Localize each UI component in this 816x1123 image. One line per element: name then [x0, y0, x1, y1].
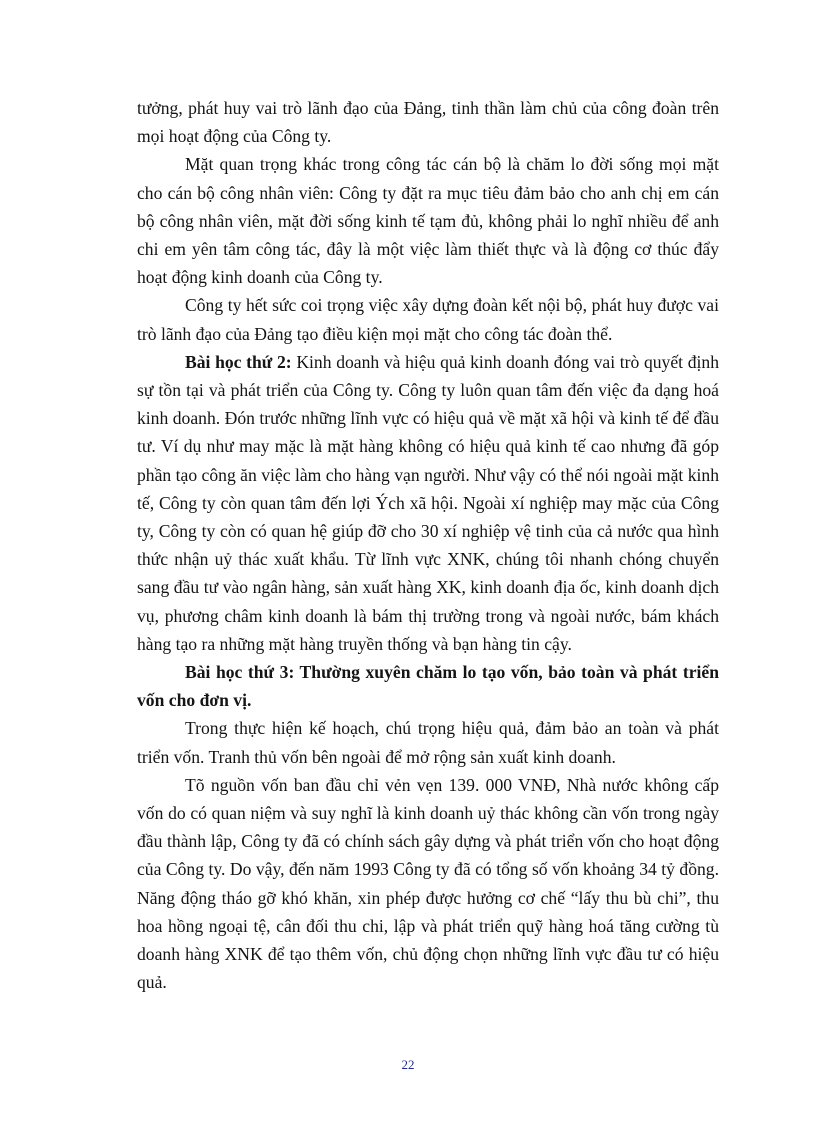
paragraph-internal-unity: Công ty hết sức coi trọng việc xây dựng đoàn kết nội bộ, phát huy được vai trò lãnh đạo của Đảng tạo điều kiện mọi mặt cho công tác đoàn thể.	[137, 295, 719, 344]
lesson-2-text: Kinh doanh và hiệu quả kinh doanh đóng vai trò quyết định sự tồn tại và phát triển của Công ty. Công ty luôn quan tâm đến việc đa dạng hoá kinh doanh. Đón trước những lĩnh vực có hiệu quả về mặt xã hội và kinh tế để đầu tư. Ví dụ như may mặc là mặt hàng không có hiệu quả kinh tế cao nhưng đã góp phần tạo công ăn việc làm cho hàng vạn người. Như vậy có thể nói ngoài mặt kinh tế, Công ty còn quan tâm đến lợi Ých xã hội. Ngoài xí nghiệp may mặc của Công ty, Công ty còn có quan hệ giúp đỡ cho 30 xí nghiệp vệ tinh của cả nước qua hình thức nhận uỷ thác xuất khẩu. Từ lĩnh vực XNK, chúng tôi nhanh chóng chuyển sang đầu tư vào ngân hàng, sản xuất hàng XK, kinh doanh địa ốc, kinh doanh dịch vụ, phương châm kinh doanh là bám thị trường trong và ngoài nước, bám khách hàng tạo ra những mặt hàng truyền thống và bạn hàng tin cậy.	[137, 351, 719, 654]
paragraph-continuation: tưởng, phát huy vai trò lãnh đạo của Đảng, tinh thần làm chủ của công đoàn trên mọi hoạt động của Công ty.	[137, 98, 719, 147]
document-body	[137, 94, 719, 997]
lesson-2-heading: Bài học thứ 2:	[185, 351, 292, 372]
lesson-3-heading: Bài học thứ 3: Thường xuyên chăm lo tạo vốn, bảo toàn và phát triển vốn cho đơn vị.	[137, 662, 719, 711]
paragraph-plan-efficiency: Trong thực hiện kế hoạch, chú trọng hiệu quả, đảm bảo an toàn và phát triển vốn. Tranh thủ vốn bên ngoài để mở rộng sản xuất kinh doanh.	[137, 718, 719, 767]
page-number: 22	[401, 1057, 415, 1072]
paragraph-lesson-2	[137, 348, 719, 658]
paragraph-staff-welfare: Mặt quan trọng khác trong công tác cán bộ là chăm lo đời sống mọi mặt cho cán bộ công nhân viên: Công ty đặt ra mục tiêu đảm bảo cho anh chị em cán bộ công nhân viên, mặt đời sống kinh tế tạm đủ, không phải lo nghĩ nhiều để anh chi em yên tâm công tác, đây là một việc làm thiết thực và là động cơ thúc đẩy hoạt động kinh doanh của Công ty.	[137, 154, 719, 288]
paragraph-capital-growth: Tõ nguồn vốn ban đầu chỉ vẻn vẹn 139. 000 VNĐ, Nhà nước không cấp vốn do có quan niệm và suy nghĩ là kinh doanh uỷ thác không cần vốn trong ngày đầu thành lập, Công ty đã có chính sách gây dựng và phát triển vốn cho hoạt động của Công ty. Do vậy, đến năm 1993 Công ty đã có tổng số vốn khoảng 34 tỷ đồng. Năng động tháo gỡ khó khăn, xin phép được hưởng cơ chế “lấy thu bù chi”, thu hoa hồng ngoại tệ, cân đối thu chi, lập và phát triển quỹ hàng hoá tăng cường tù doanh hàng XNK để tạo thêm vốn, chủ động chọn những lĩnh vực đầu tư có hiệu quả.	[137, 774, 719, 993]
